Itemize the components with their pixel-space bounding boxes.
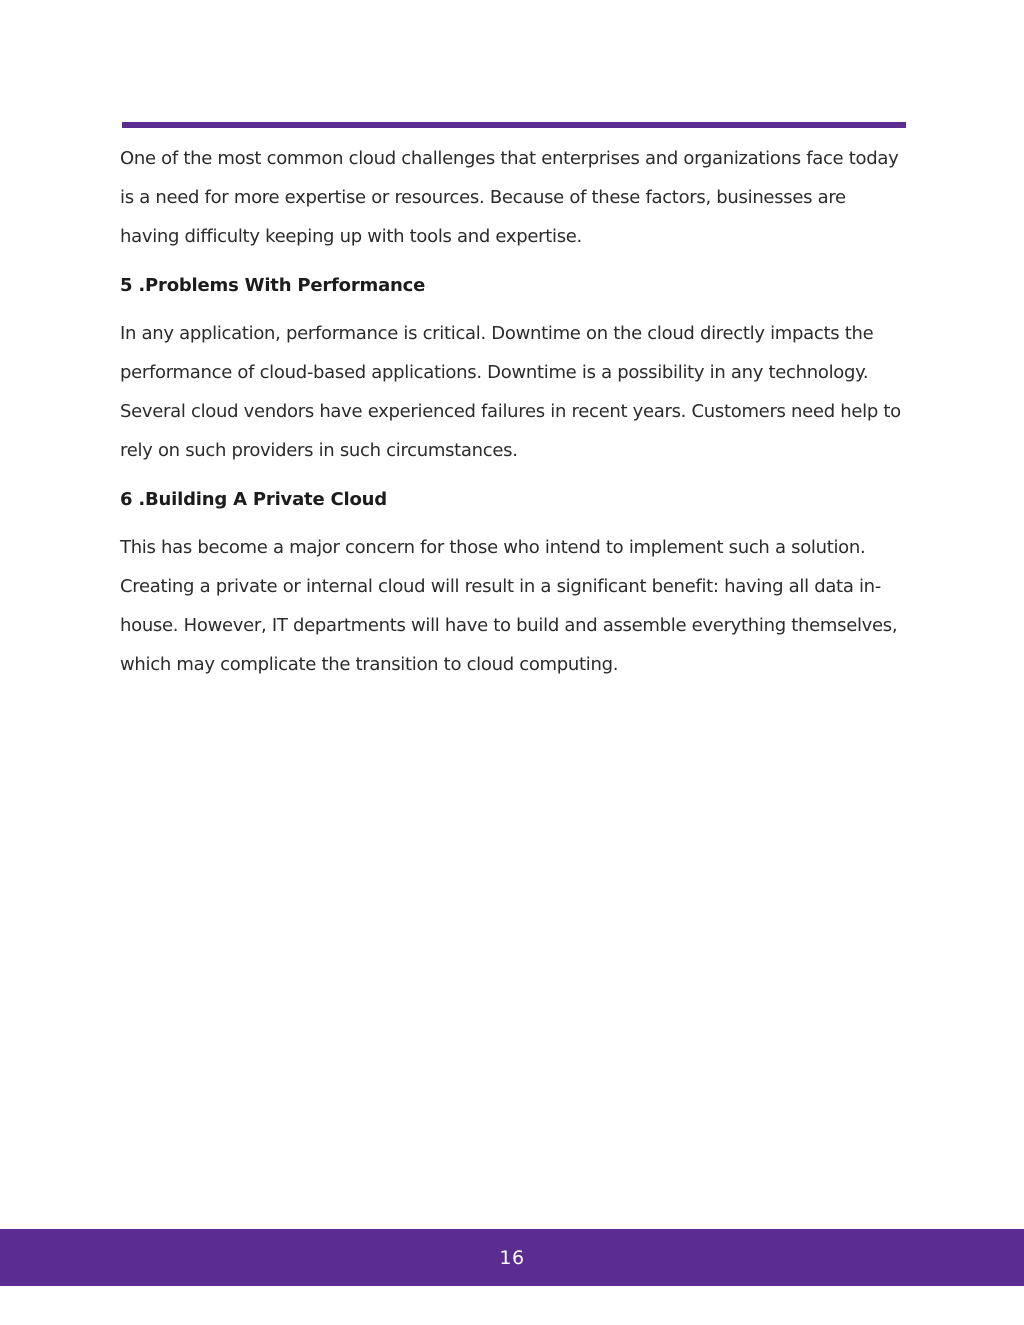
page-footer bbox=[0, 1229, 1024, 1286]
intro-paragraph: One of the most common cloud challenges that enterprises and organizations face today is a need for more expertise or resources. Because of these factors, businesses are having difficulty keeping up with tools and expertise. bbox=[120, 148, 899, 247]
section-body-performance: In any application, performance is critical. Downtime on the cloud directly impacts the performance of cloud-based applications. Downtime is a possibility in any technology. Several cloud vendors have experienced failures in recent years. Customers need help to rely on such providers in such circumstances. bbox=[120, 323, 901, 461]
section-heading-private-cloud: 6 .Building A Private Cloud bbox=[120, 489, 387, 510]
section-heading-performance: 5 .Problems With Performance bbox=[120, 275, 426, 296]
page-number: 16 bbox=[499, 1246, 525, 1269]
document-body bbox=[120, 139, 906, 684]
top-divider bbox=[122, 122, 906, 128]
section-body-private-cloud: This has become a major concern for those who intend to implement such a solution. Creating a private or internal cloud will result in a significant benefit: having all data in-house. However, IT departments will have to build and assemble everything themselves, which may complicate the transition to cloud computing. bbox=[120, 537, 898, 675]
